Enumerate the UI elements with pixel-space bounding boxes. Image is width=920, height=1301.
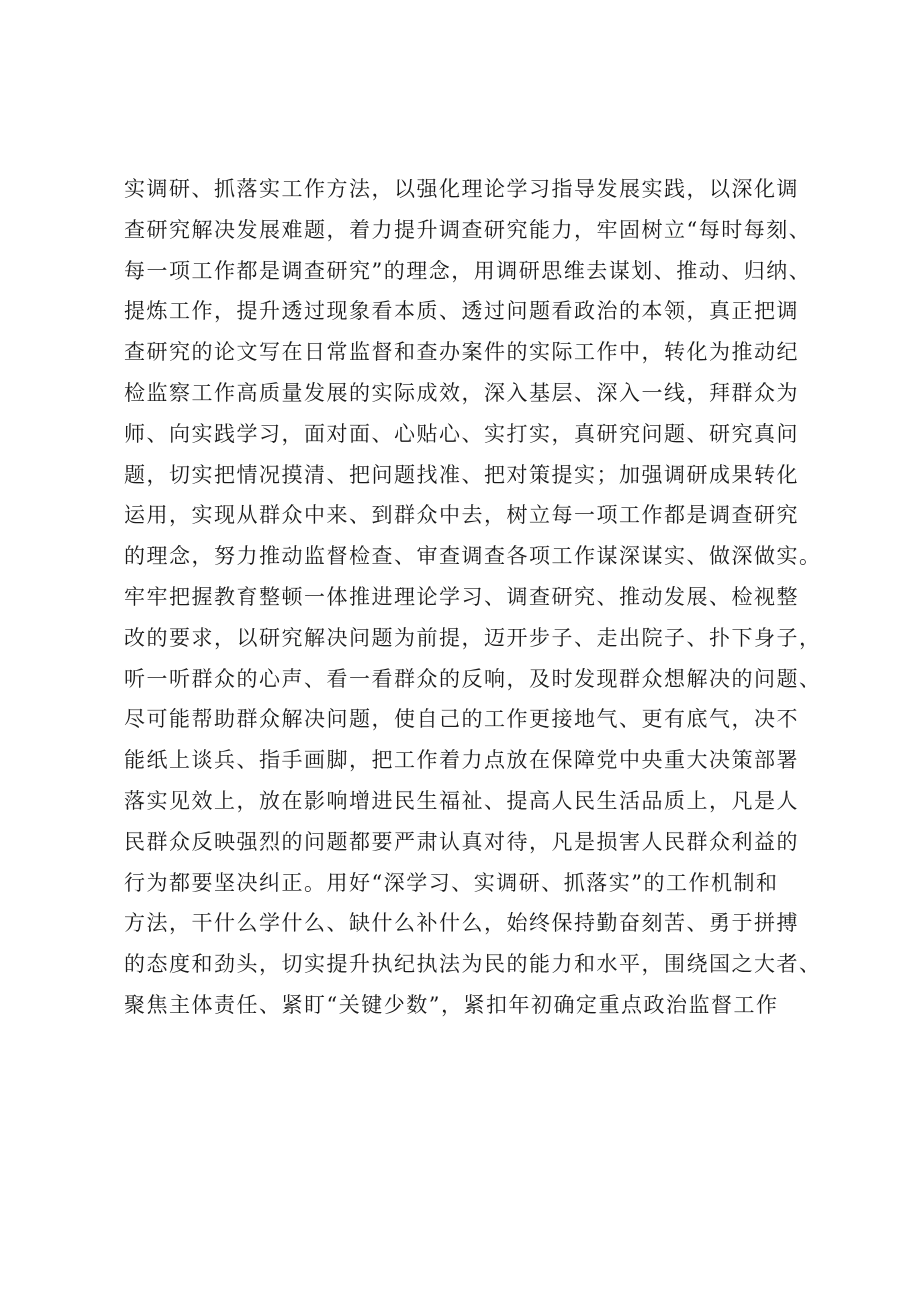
text-line: 牢牢把握教育整顿一体推进理论学习、调查研究、推动发展、检视整 — [124, 584, 799, 609]
text-line: 题，切实把情况摸清、把问题找准、把对策提实；加强调研成果转化 — [124, 462, 799, 487]
text-line: 的理念，努力推动监督检查、审查调查各项工作谋深谋实、做深做实。 — [124, 544, 822, 569]
text-line: 每一项工作都是调查研究”的理念，用调研思维去谋划、推动、归纳、 — [124, 258, 812, 283]
text-line: 师、向实践学习，面对面、心贴心、实打实，真研究问题、研究真问 — [124, 421, 799, 446]
text-line: 改的要求，以研究解决问题为前提，迈开步子、走出院子、扑下身子， — [124, 625, 822, 650]
text-line: 听一听群众的心声、看一看群众的反响，及时发现群众想解决的问题、 — [124, 666, 822, 691]
text-line: 提炼工作，提升透过现象看本质、透过问题看政治的本领，真正把调 — [124, 299, 799, 324]
text-line: 尽可能帮助群众解决问题，使自己的工作更接地气、更有底气，决不 — [124, 707, 799, 732]
text-line: 的态度和劲头，切实提升执纪执法为民的能力和水平，围绕国之大者、 — [124, 952, 822, 977]
text-line: 方法，干什么学什么、缺什么补什么，始终保持勤奋刻苦、勇于拼搏 — [124, 911, 799, 936]
text-line: 查研究的论文写在日常监督和查办案件的实际工作中，转化为推动纪 — [124, 340, 799, 365]
text-line: 民群众反映强烈的问题都要严肃认真对待，凡是损害人民群众利益的 — [124, 829, 799, 854]
text-line: 检监察工作高质量发展的实际成效，深入基层、深入一线，拜群众为 — [124, 380, 799, 405]
text-line: 行为都要坚决纠正。用好“深学习、实调研、抓落实”的工作机制和 — [124, 870, 779, 895]
text-line: 能纸上谈兵、指手画脚，把工作着力点放在保障党中央重大决策部署 — [124, 748, 799, 773]
text-line: 实调研、抓落实工作方法，以强化理论学习指导发展实践，以深化调 — [124, 177, 799, 201]
text-line: 查研究解决发展难题，着力提升调查研究能力，牢固树立“每时每刻、 — [124, 217, 812, 242]
body-text — [124, 169, 844, 1026]
text-line: 落实见效上，放在影响增进民生福祉、提高人民生活品质上，凡是人 — [124, 788, 799, 813]
text-line: 运用，实现从群众中来、到群众中去，树立每一项工作都是调查研究 — [124, 503, 799, 528]
text-line: 聚焦主体责任、紧盯“关键少数”，紧扣年初确定重点政治监督工作 — [124, 992, 779, 1017]
